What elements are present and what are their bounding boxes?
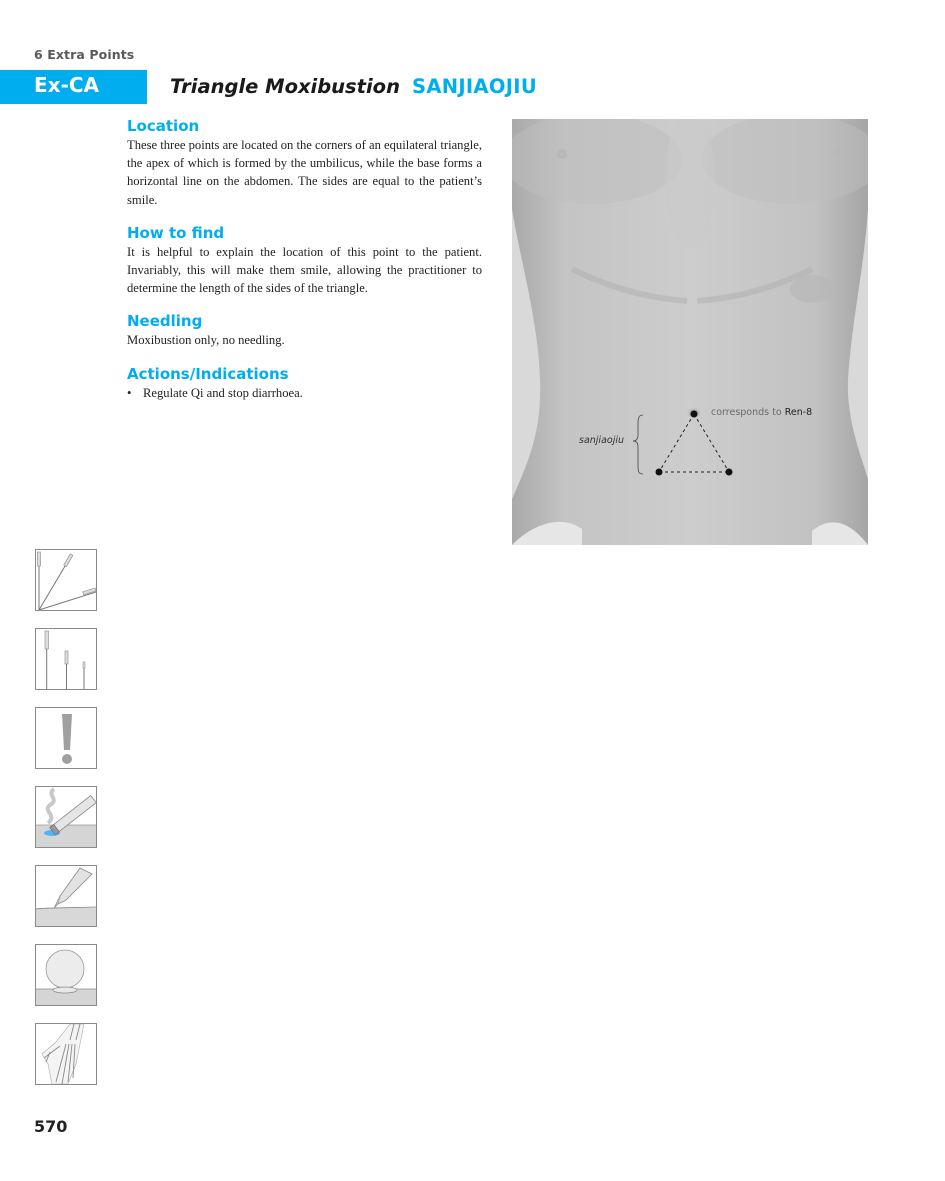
section-location <box>127 116 482 209</box>
apex-annotation-prefix: corresponds to <box>711 407 785 418</box>
title-english: Triangle Moxibustion <box>170 75 400 98</box>
moxibustion-icon <box>35 786 97 848</box>
section-heading: How to find <box>127 223 225 242</box>
bullet-icon: • <box>127 385 132 400</box>
apex-annotation <box>711 407 812 418</box>
section-how-to-find <box>127 223 482 298</box>
caution-icon <box>35 707 97 769</box>
apex-annotation-point: Ren-8 <box>784 407 813 418</box>
chapter-label: 6 Extra Points <box>34 47 135 62</box>
point-code: Ex-CA <box>34 73 100 97</box>
section-heading: Location <box>127 117 200 135</box>
hand-skeleton-icon <box>35 1023 97 1085</box>
section-heading: Actions/Indications <box>127 364 289 383</box>
point-apex-marker <box>691 411 698 418</box>
section-heading: Needling <box>127 312 203 331</box>
point-right-marker <box>726 469 733 476</box>
cupping-icon <box>35 944 97 1006</box>
section-body: It is helpful to explain the location of this point to the patient. Invariably, this will make them smile, allowing the practitioner to determine the length of the sides of the triangle. <box>127 244 482 296</box>
section-needling <box>127 311 482 349</box>
point-left-marker <box>656 469 663 476</box>
anatomy-photo <box>512 119 868 545</box>
page-number: 570 <box>34 1117 68 1136</box>
list-item <box>127 384 482 402</box>
text-column <box>127 116 482 416</box>
section-body: These three points are located on the corners of an equilateral triangle, the apex of which is formed by the umbilicus, while the base forms a horizontal line on the abdomen. The sides are equal to the patient’s smile. <box>127 138 482 207</box>
title-pinyin: SANJIAOJIU <box>411 75 537 98</box>
page-title <box>170 75 537 98</box>
bullet-text: Regulate Qi and stop diarrhoea. <box>143 385 303 400</box>
point-annotation: sanjiaojiu <box>579 435 625 446</box>
bloodletting-icon <box>35 865 97 927</box>
section-body: Moxibustion only, no needling. <box>127 333 285 348</box>
needle-lengths-icon <box>35 628 97 690</box>
torso-illustration <box>512 119 868 545</box>
section-actions-indications <box>127 364 482 402</box>
needle-angles-icon <box>35 549 97 611</box>
